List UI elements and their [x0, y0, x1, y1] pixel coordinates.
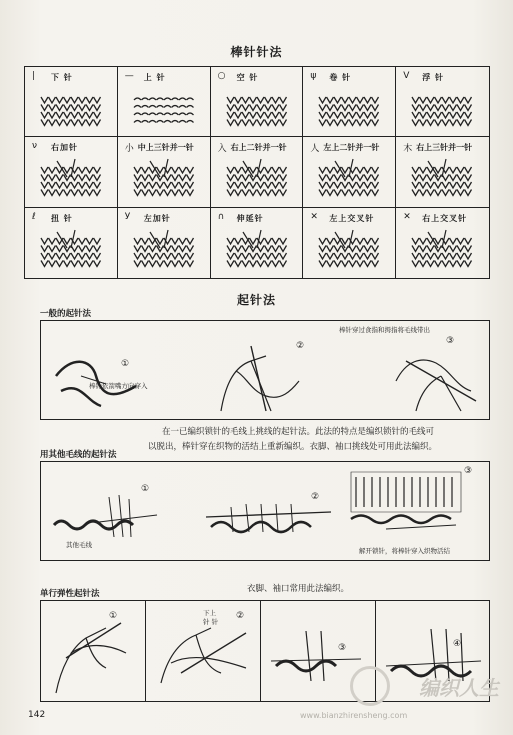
stitch-symbol: ✕	[310, 211, 318, 222]
stitch-name: 空 针	[236, 73, 259, 82]
step-1-marker: ①	[141, 484, 150, 494]
step-1-marker: ①	[109, 611, 118, 621]
stitch-cell	[211, 137, 304, 207]
twist-stitch-swatch-icon	[37, 228, 103, 272]
step-4-marker: ④	[453, 639, 462, 649]
stitch-name: 下 针	[51, 73, 73, 82]
general-desc-line1: 在一已编织锁针的毛线上挑线的起针法。此法的特点是编织锁针的毛线可	[162, 427, 435, 437]
stitch-name: 上 针	[143, 73, 166, 82]
stitch-name: 中上三针并一针	[137, 143, 194, 153]
left-cross-swatch-icon	[315, 228, 381, 272]
step-2-marker: ②	[311, 492, 320, 502]
right-cross-swatch-icon	[408, 228, 474, 272]
stitch-cell	[211, 67, 304, 137]
elastic-cast-on-label: 单行弹性起针法	[40, 589, 100, 599]
stitch-cell	[25, 67, 118, 137]
general-cast-on-box	[40, 320, 490, 420]
stitch-symbol: У	[124, 211, 131, 222]
stitch-name: 右上二针并一针	[230, 143, 287, 153]
note-undo-chain: 解开锁针，将棒针穿入织物活结	[359, 547, 450, 555]
cast-on-step2-illustration	[211, 341, 306, 416]
stitch-cell	[396, 208, 489, 278]
step-2-marker: ②	[296, 341, 305, 351]
center-decrease-swatch-icon	[130, 157, 196, 201]
stitch-name: 左上交叉针	[329, 213, 375, 223]
stitch-cell	[25, 208, 118, 278]
page-title: 棒针针法	[230, 45, 283, 59]
stitch-cell	[25, 137, 118, 207]
note-knit-purl: 下上 针 针	[203, 609, 219, 626]
stitch-cell	[118, 208, 211, 278]
stitch-symbol: |	[32, 71, 36, 81]
cast-on-step3-illustration	[386, 341, 486, 416]
watermark-url: www.bianzhirensheng.com	[300, 711, 408, 720]
stitch-name: 右上三针并一针	[416, 143, 473, 153]
cast-on-title: 起针法	[236, 293, 276, 307]
stitch-cell	[303, 67, 396, 137]
stitch-name: 伸延针	[236, 213, 264, 223]
stitch-symbol: ψ	[310, 71, 317, 81]
stitch-cell	[211, 208, 304, 278]
step-1-marker: ①	[121, 359, 130, 369]
stitch-cell	[118, 67, 211, 137]
left-decrease-swatch-icon	[315, 157, 381, 201]
stitch-symbol: 小	[124, 144, 134, 155]
right-triple-decrease-swatch-icon	[408, 157, 474, 201]
stitch-symbol: V	[403, 71, 410, 81]
stitch-symbol: ✕	[403, 211, 411, 222]
note-other-yarn: 其他毛线	[66, 541, 92, 549]
stitch-symbol: ○	[217, 71, 226, 81]
stitch-cell	[303, 137, 396, 207]
note-arrow-direction: 棒针依箭嘴方向穿入	[89, 382, 148, 390]
step-3-marker: ③	[338, 643, 347, 653]
stitch-name: 扭 针	[51, 213, 73, 223]
slip-stitch-swatch-icon	[408, 87, 474, 131]
general-cast-on-label: 一般的起针法	[40, 309, 92, 319]
stitch-name: 右上交叉针	[422, 213, 468, 223]
note-thread-pull: 棒针穿过食指和拇指将毛线带出	[339, 326, 430, 334]
panel-divider	[260, 601, 261, 701]
stitch-table	[24, 66, 490, 279]
stitch-symbol: 木	[403, 144, 413, 155]
twisted-cast-swatch-icon	[315, 87, 381, 131]
stitch-cell	[118, 137, 211, 207]
yarn-over-swatch-icon	[223, 87, 289, 131]
elastic-desc: 衣脚、袖口常用此法编织。	[247, 584, 350, 594]
stitch-symbol: ℓ	[32, 211, 36, 222]
right-decrease-swatch-icon	[223, 157, 289, 201]
step-2-marker: ②	[236, 611, 245, 621]
other-yarn-box	[40, 461, 490, 561]
stitch-symbol: 入	[217, 144, 227, 155]
watermark-text: 编织人生	[419, 676, 499, 700]
page-number: 142	[28, 710, 46, 720]
general-desc-line2: 以脱出，棒针穿在织物的活结上重新编织。衣脚、袖口挑线处可用此法编织。	[148, 442, 438, 452]
stitch-name: 右加针	[51, 143, 78, 153]
stitch-symbol: —	[124, 71, 134, 81]
panel-divider	[145, 601, 146, 701]
stitch-symbol: ν	[32, 141, 38, 152]
knit-stitch-swatch-icon	[37, 87, 103, 131]
elastic-step1-illustration	[46, 613, 141, 698]
other-yarn-step1-illustration	[49, 487, 159, 542]
stitch-name: 左加针	[143, 213, 171, 223]
right-increase-swatch-icon	[37, 157, 103, 201]
stitch-cell	[396, 137, 489, 207]
stitch-name: 左上二针并一针	[323, 143, 380, 153]
stitch-name: 卷 针	[329, 73, 352, 82]
step-3-marker: ③	[446, 336, 455, 346]
stitch-cell	[396, 67, 489, 137]
stitch-cell	[303, 208, 396, 278]
stitch-symbol: 人	[310, 144, 320, 155]
stitch-name: 浮 针	[422, 73, 444, 82]
step-3-marker: ③	[464, 466, 473, 476]
left-increase-swatch-icon	[130, 228, 196, 272]
stitch-symbol: ∩	[217, 211, 225, 222]
other-yarn-step3-illustration	[346, 467, 466, 537]
watermark-logo-icon	[350, 666, 390, 706]
other-yarn-label: 用其他毛线的起针法	[40, 450, 117, 460]
purl-stitch-swatch-icon	[130, 87, 196, 131]
elongated-stitch-swatch-icon	[223, 228, 289, 272]
